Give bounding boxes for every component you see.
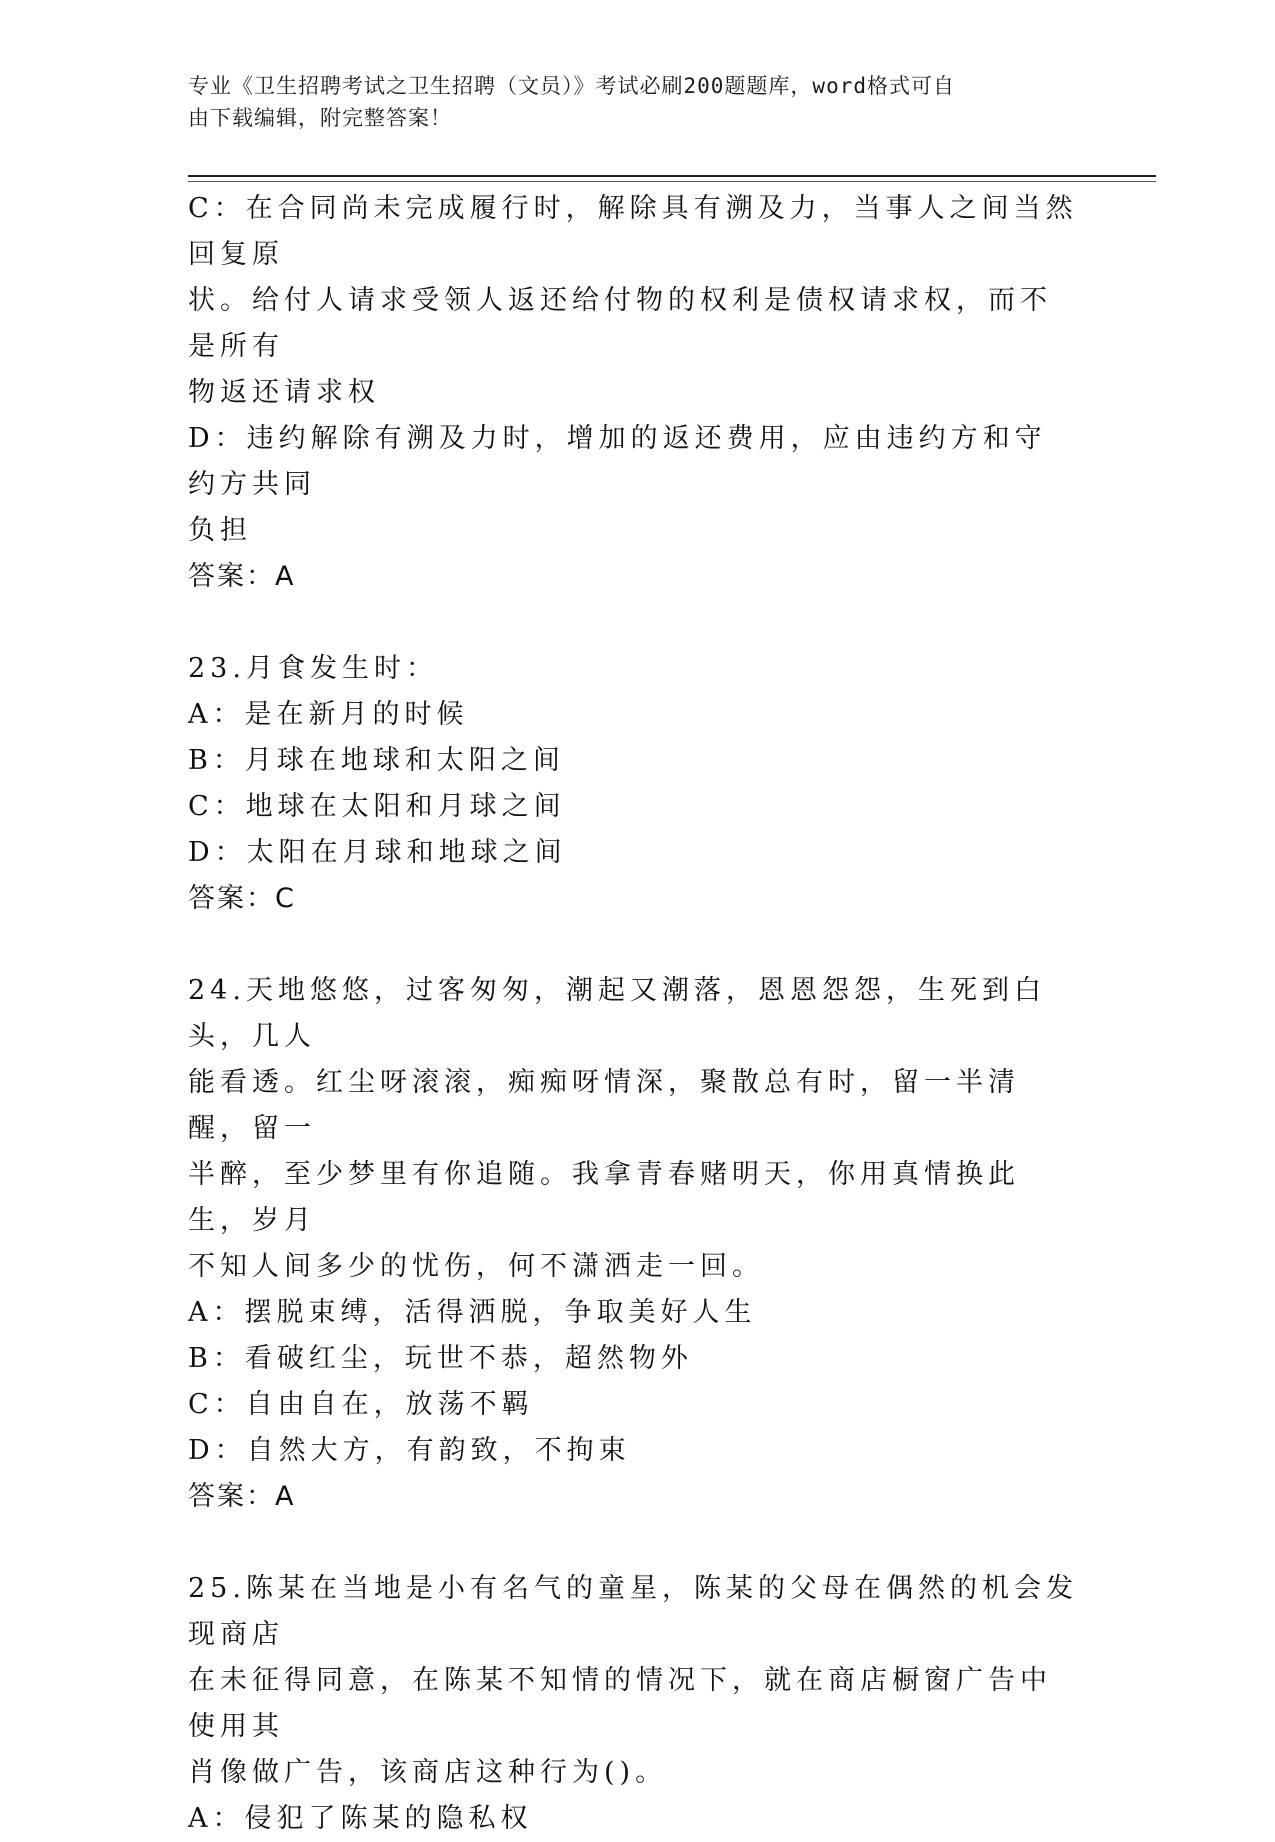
question-text-line-1: 25.陈某在当地是小有名气的童星，陈某的父母在偶然的机会发现商店: [188, 1573, 1078, 1650]
option-d: D：自然大方，有韵致，不拘束: [188, 1435, 631, 1466]
option-c-line-3: 物返还请求权: [188, 377, 380, 408]
header-divider-thin: [188, 181, 1156, 182]
option-b: B：月球在地球和太阳之间: [188, 745, 565, 776]
spacer: [188, 1520, 1078, 1566]
question-text-line-3: 半醉，至少梦里有你追随。我拿青春赌明天，你用真情换此生，岁月: [188, 1159, 1020, 1236]
question-text-line-4: 不知人间多少的忧伤，何不潇洒走一回。: [188, 1251, 764, 1282]
question-text-line-3: 肖像做广告，该商店这种行为()。: [188, 1757, 668, 1788]
header-line-2: 由下载编辑，附完整答案！: [188, 106, 452, 130]
answer-line: 答案：A: [188, 561, 296, 592]
document-header: [188, 70, 1068, 134]
option-c: C：地球在太阳和月球之间: [188, 791, 566, 822]
header-line-1: 专业《卫生招聘考试之卫生招聘（文员）》考试必刷200题题库，word格式可自: [188, 74, 955, 98]
question-text-line-2: 在未征得同意，在陈某不知情的情况下，就在商店橱窗广告中使用其: [188, 1665, 1052, 1742]
document-body: [188, 186, 1078, 1842]
answer-line: 答案：A: [188, 1481, 296, 1512]
option-a: A：是在新月的时候: [188, 699, 469, 730]
header-divider-thick: [188, 175, 1156, 177]
question-text-line-2: 能看透。红尘呀滚滚，痴痴呀情深，聚散总有时，留一半清醒，留一: [188, 1067, 1020, 1144]
option-d-line-1: D：违约解除有溯及力时，增加的返还费用，应由违约方和守约方共同: [188, 423, 1047, 500]
option-c: C：自由自在，放荡不羁: [188, 1389, 534, 1420]
question-24-block: [188, 968, 1078, 1520]
option-c-line-1: C：在合同尚未完成履行时，解除具有溯及力，当事人之间当然回复原: [188, 193, 1078, 270]
question-text: 23.月食发生时：: [188, 653, 438, 684]
option-c-line-2: 状。给付人请求受领人返还给付物的权利是债权请求权，而不是所有: [188, 285, 1052, 362]
answer-line: 答案：C: [188, 883, 296, 914]
option-d-line-2: 负担: [188, 515, 252, 546]
question-23-block: [188, 646, 1078, 922]
option-d: D：太阳在月球和地球之间: [188, 837, 567, 868]
question-25-block: [188, 1566, 1078, 1842]
option-b: B：看破红尘，玩世不恭，超然物外: [188, 1343, 693, 1374]
option-a: A：摆脱束缚，活得洒脱，争取美好人生: [188, 1297, 757, 1328]
question-22-block: [188, 186, 1078, 600]
option-a: A：侵犯了陈某的隐私权: [188, 1803, 533, 1834]
spacer: [188, 922, 1078, 968]
spacer: [188, 600, 1078, 646]
question-text-line-1: 24.天地悠悠，过客匆匆，潮起又潮落，恩恩怨怨，生死到白头，几人: [188, 975, 1046, 1052]
